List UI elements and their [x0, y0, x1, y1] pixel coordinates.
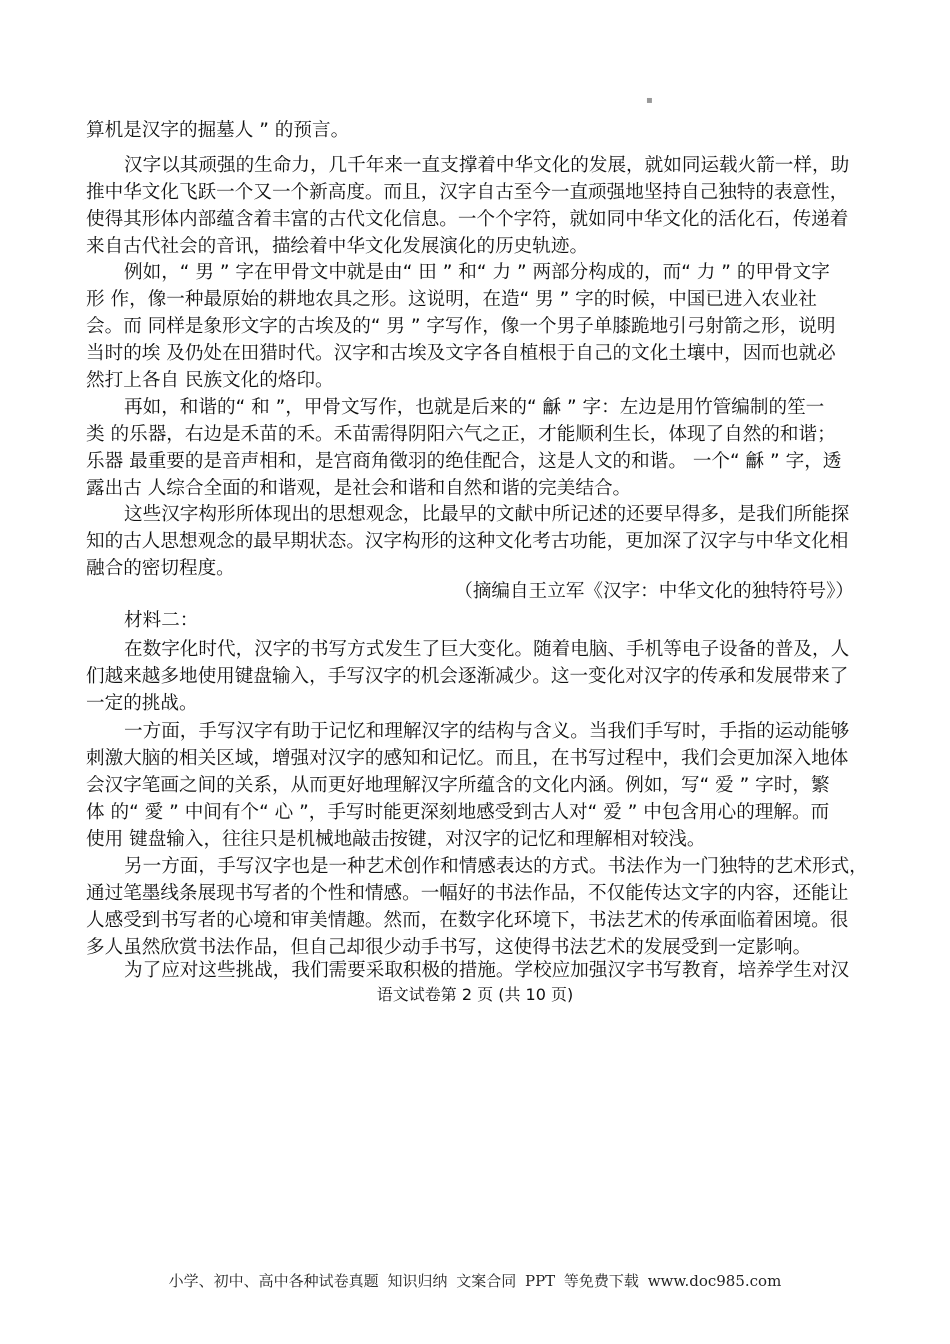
text-line: 露出古 人综合全面的和谐观，是社会和谐和自然和谐的完美结合。: [86, 478, 632, 499]
text-line: 人感受到书写者的心境和审美情趣。然而，在数字化环境下，书法艺术的传承面临着困境。很: [86, 910, 849, 931]
text-line: 们越来越多地使用键盘输入，手写汉字的机会逐渐减少。这一变化对汉字的传承和发展带来了: [86, 666, 849, 687]
text-line: 融合的密切程度。: [86, 558, 235, 579]
text-line: 推中华文化飞跃一个又一个新高度。而且，汉字自古至今一直顽强地坚持自己独特的表意性，: [86, 182, 849, 203]
page-footer: 语文试卷第 2 页 (共 10 页): [376, 985, 574, 1004]
text-line: 这些汉字构形所体现出的思想观念，比最早的文献中所记述的还要早得多，是我们所能探: [124, 504, 850, 525]
text-line: 通过笔墨线条展现书写者的个性和情感。一幅好的书法作品，不仅能传达文字的内容，还能让: [86, 883, 849, 904]
text-line: 体 的“ 愛 ” 中间有个“ 心 ”，手写时能更深刻地感受到古人对“ 爱 ” 中包含用心的理解。而: [86, 802, 830, 823]
text-line: 算机是汉字的掘墓人 ” 的预言。: [86, 120, 350, 141]
source-citation: （摘编自王立军《汉字：中华文化的独特符号》）: [454, 581, 854, 602]
text-line: 刺激大脑的相关区域，增强对汉字的感知和记忆。而且，在书写过程中，我们会更加深入地体: [86, 748, 849, 769]
text-line: 会汉字笔画之间的关系，从而更好地理解汉字所蕴含的文化内涵。例如，写“ 爱 ” 字时，繁: [86, 775, 830, 796]
text-line: 形 作，像一种最原始的耕地农具之形。这说明，在造“ 男 ” 字的时候，中国已进入农业社: [86, 289, 817, 310]
text-line: 为了应对这些挑战，我们需要采取积极的措施。学校应加强汉字书写教育，培养学生对汉: [124, 960, 850, 981]
section-heading: 材料二：: [124, 610, 199, 631]
text-line: 多人虽然欣赏书法作品，但自己却很少动手书写，这使得书法艺术的发展受到一定影响。: [86, 937, 812, 958]
text-line: 另一方面，手写汉字也是一种艺术创作和情感表达的方式。书法作为一门独特的艺术形式，: [124, 856, 868, 877]
text-line: 使得其形体内部蕴含着丰富的古代文化信息。一个个字符，就如同中华文化的活化石，传递着: [86, 209, 849, 230]
text-line: 使用 键盘输入，往往只是机械地敲击按键，对汉字的记忆和理解相对较浅。: [86, 829, 706, 850]
text-line: 汉字以其顽强的生命力，几千年来一直支撑着中华文化的发展，就如同运载火箭一样，助: [124, 155, 850, 176]
text-line: 类 的乐器，右边是禾苗的禾。禾苗需得阴阳六气之正，才能顺利生长，体现了自然的和谐；: [86, 424, 836, 445]
text-line: 当时的埃 及仍处在田猎时代。汉字和古埃及文字各自植根于自己的文化土壤中，因而也就必: [86, 343, 836, 364]
text-line: 一方面，手写汉字有助于记忆和理解汉字的结构与含义。当我们手写时，手指的运动能够: [124, 721, 850, 742]
text-line: 再如，和谐的“ 和 ”，甲骨文写作，也就是后来的“ 龢 ” 字：左边是用竹管编制的笙一: [124, 397, 825, 418]
text-line: 然打上各自 民族文化的烙印。: [86, 370, 334, 391]
text-line: 一定的挑战。: [86, 693, 198, 714]
text-line: 知的古人思想观念的最早期状态。汉字构形的这种文化考古功能，更加深了汉字与中华文化相: [86, 531, 849, 552]
top-mark: ▪: [646, 95, 653, 106]
text-line: 例如，“ 男 ” 字在甲骨文中就是由“ 田 ” 和“ 力 ” 两部分构成的，而“ 力 ” 的甲骨文字: [124, 262, 830, 283]
text-line: 乐器 最重要的是音声相和，是宫商角徵羽的绝佳配合，这是人文的和谐。 一个“ 龢 ” 字，透: [86, 451, 842, 472]
text-line: 会。而 同样是象形文字的古埃及的“ 男 ” 字写作，像一个男子单膝跪地引弓射箭之形，说明: [86, 316, 836, 337]
download-banner: 小学、初中、高中各种试卷真题 知识归纳 文案合同 PPT 等免费下载 www.doc985.com: [168, 1272, 782, 1290]
text-line: 来自古代社会的音讯，描绘着中华文化发展演化的历史轨迹。: [86, 236, 589, 257]
text-line: 在数字化时代，汉字的书写方式发生了巨大变化。随着电脑、手机等电子设备的普及，人: [124, 639, 850, 660]
